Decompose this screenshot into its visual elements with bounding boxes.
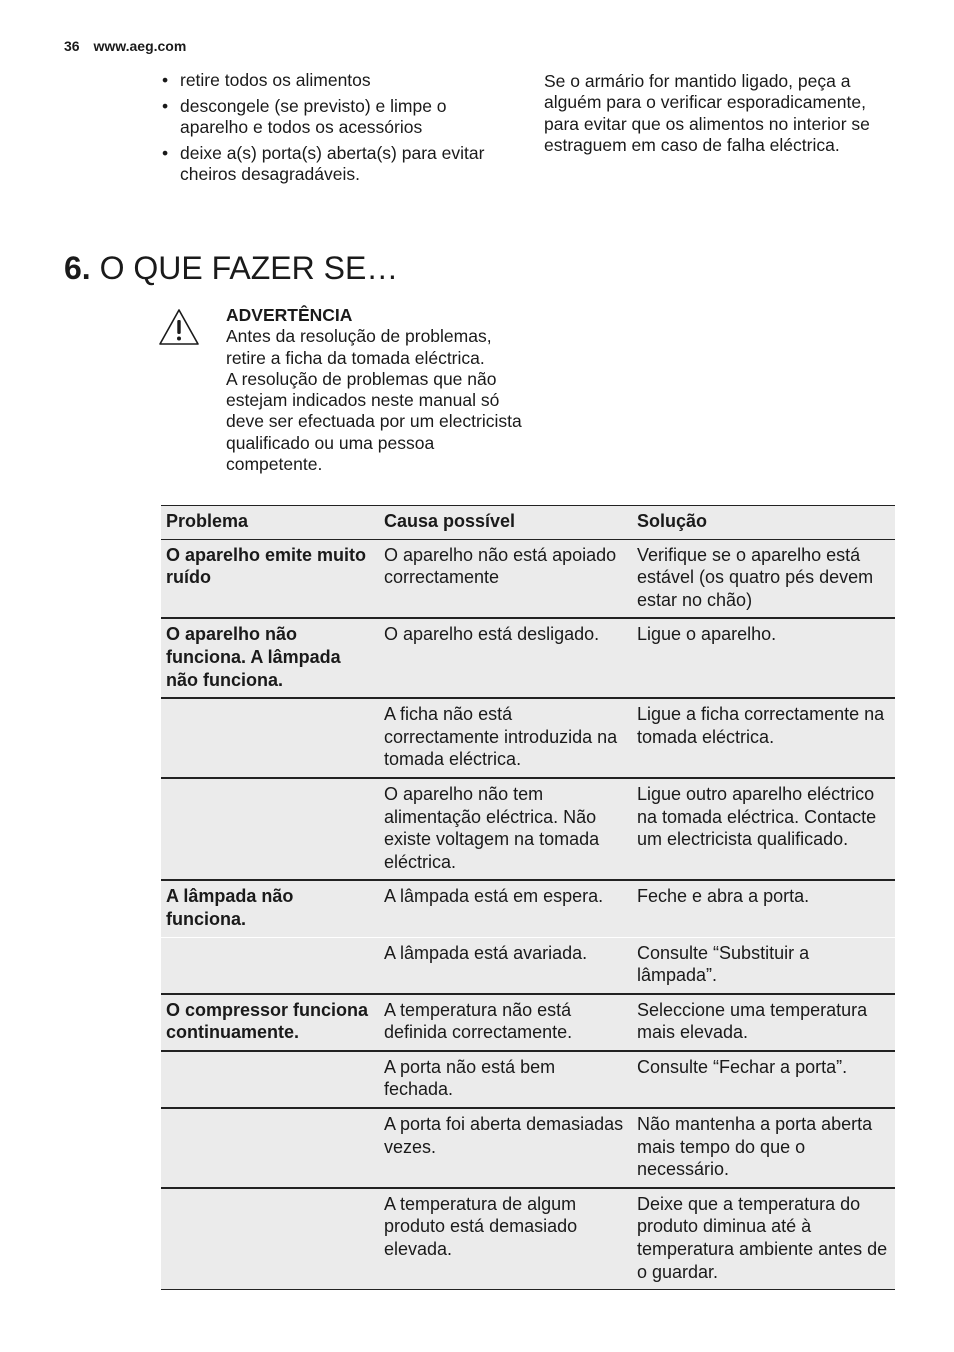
- cell-cause: A ficha não está correctamente introduzida na tomada eléctrica.: [379, 698, 632, 778]
- cell-cause: A temperatura de algum produto está demasiado elevada.: [379, 1188, 632, 1290]
- cell-problem: O aparelho não funciona. A lâmpada não funciona.: [161, 618, 379, 698]
- table-header-row: [161, 506, 895, 540]
- table-row: [161, 618, 895, 698]
- cell-cause: O aparelho não tem alimentação eléctrica. Não existe voltagem na tomada eléctrica.: [379, 778, 632, 880]
- cell-cause: A lâmpada está em espera.: [379, 880, 632, 937]
- cell-solution: Não mantenha a porta aberta mais tempo do que o necessário.: [632, 1108, 895, 1188]
- cell-solution: Feche e abra a porta.: [632, 880, 895, 937]
- bullet-item: • deixe a(s) porta(s) aberta(s) para evitar cheiros desagradáveis.: [162, 143, 512, 185]
- section-title-text: O QUE FAZER SE…: [99, 250, 399, 286]
- warning-triangle-icon: [158, 308, 200, 346]
- header-problem: Problema: [161, 506, 379, 540]
- cell-solution: Ligue outro aparelho eléctrico na tomada eléctrica. Contacte um electricista qualificado.: [632, 778, 895, 880]
- table-row: [161, 937, 895, 994]
- cell-cause: O aparelho está desligado.: [379, 618, 632, 698]
- table-row: [161, 880, 895, 937]
- table-row: [161, 1108, 895, 1188]
- header-cause: Causa possível: [379, 506, 632, 540]
- cell-problem: [161, 1108, 379, 1188]
- cell-solution: Consulte “Fechar a porta”.: [632, 1051, 895, 1108]
- table-row: [161, 539, 895, 618]
- header-solution: Solução: [632, 506, 895, 540]
- cell-problem: [161, 1188, 379, 1290]
- warning-title: ADVERTÊNCIA: [226, 305, 353, 325]
- site-url: www.aeg.com: [93, 38, 187, 54]
- cell-cause: O aparelho não está apoiado correctamente: [379, 539, 632, 618]
- table-row: [161, 994, 895, 1051]
- cell-problem: [161, 698, 379, 778]
- cell-solution: Ligue a ficha correctamente na tomada eléctrica.: [632, 698, 895, 778]
- table-row: [161, 1051, 895, 1108]
- cell-problem: O aparelho emite muito ruído: [161, 539, 379, 618]
- cell-problem: [161, 778, 379, 880]
- table-row: [161, 698, 895, 778]
- cell-solution: Deixe que a temperatura do produto diminua até à temperatura ambiente antes de o guardar.: [632, 1188, 895, 1290]
- intro-note: Se o armário for mantido ligado, peça a alguém para o verificar esporadicamente, para evitar que os alimentos no interior se estraguem em caso de falha eléctrica.: [544, 71, 870, 155]
- cell-problem: [161, 1051, 379, 1108]
- cell-solution: Consulte “Substituir a lâmpada”.: [632, 937, 895, 994]
- cell-cause: A porta foi aberta demasiadas vezes.: [379, 1108, 632, 1188]
- table-row: [161, 1188, 895, 1290]
- bullet-item: • descongele (se previsto) e limpe o aparelho e todos os acessórios: [162, 96, 512, 138]
- section-number: 6.: [64, 250, 91, 286]
- cell-solution: Verifique se o aparelho está estável (os quatro pés devem estar no chão): [632, 539, 895, 618]
- intro-bullets: [162, 70, 512, 190]
- page-header: [64, 38, 186, 54]
- cell-problem: A lâmpada não funciona.: [161, 880, 379, 937]
- warning-text-1: Antes da resolução de problemas, retire a ficha da tomada eléctrica.: [226, 326, 492, 368]
- table-row: [161, 778, 895, 880]
- cell-cause: A temperatura não está definida correctamente.: [379, 994, 632, 1051]
- page-number: 36: [64, 38, 80, 54]
- cell-cause: A porta não está bem fechada.: [379, 1051, 632, 1108]
- warning-text-2: A resolução de problemas que não estejam indicados neste manual só deve ser efectuada por um electricista qualificado ou uma pessoa competente.: [226, 368, 522, 475]
- cell-problem: [161, 937, 379, 994]
- cell-solution: Ligue o aparelho.: [632, 618, 895, 698]
- section-title: [64, 248, 398, 288]
- cell-problem: O compressor funciona continuamente.: [161, 994, 379, 1051]
- cell-solution: Seleccione uma temperatura mais elevada.: [632, 994, 895, 1051]
- warning-box: [226, 305, 526, 475]
- cell-cause: A lâmpada está avariada.: [379, 937, 632, 994]
- bullet-item: • retire todos os alimentos: [162, 70, 512, 91]
- troubleshooting-table: [161, 505, 895, 1290]
